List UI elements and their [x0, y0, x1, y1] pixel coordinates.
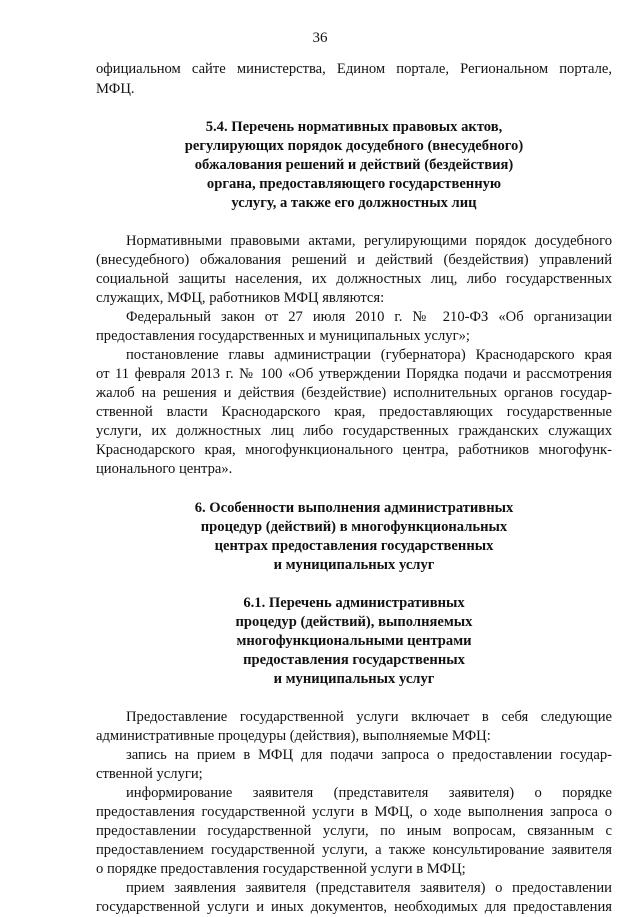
text-line: предоставления государственных и муниципальных услуг»; [96, 328, 470, 344]
section-heading-6: процедур (действий) в многофункциональных [200, 519, 508, 535]
section-heading-6: 6. Особенности выполнения административных [194, 500, 514, 516]
text-line: Предоставление государственной услуги включает в себя следующие [126, 709, 612, 725]
section-heading-5-4: органа, предоставляющего государственную [206, 176, 502, 192]
text-line: служащих, МФЦ, работников МФЦ являются: [96, 290, 385, 306]
text-line: ственной услуги; [96, 766, 203, 782]
text-line: Нормативными правовыми актами, регулирующими порядок досудебного [126, 233, 612, 249]
section-heading-5-4: обжалования решений и действий (бездействия) [194, 157, 514, 173]
text-line: социальной защиты населения, их должностных лиц, либо государственных [96, 271, 612, 287]
text-line: МФЦ. [96, 81, 135, 97]
text-line: информирование заявителя (представителя заявителя) о порядке [126, 785, 612, 801]
text-line: постановление главы администрации (губернатора) Краснодарского края [126, 347, 612, 363]
section-heading-6: и муниципальных услуг [273, 557, 435, 573]
text-line: ственной власти Краснодарского края, предоставляющих государственные [96, 404, 612, 420]
text-line: административные процедуры (действия), выполняемые МФЦ: [96, 728, 491, 744]
text-line: услуги, их должностных лиц либо государственных гражданских служащих [96, 423, 612, 439]
text-line: официальном сайте министерства, Едином портале, Региональном портале, [96, 61, 612, 77]
text-line: (внесудебного) обжалования решений и действий (бездействия) управлений [96, 252, 612, 268]
text-line: прием заявления заявителя (представителя заявителя) о предоставлении [126, 880, 612, 896]
text-line: предоставления государственной услуги в МФЦ, о ходе выполнения запроса о [96, 804, 612, 820]
text-line: предоставлением государственной услуги, а также консультирование заявителя [96, 842, 612, 858]
text-line: от 11 февраля 2013 г. № 100 «Об утверждении Порядка подачи и рассмотрения [96, 366, 612, 382]
section-heading-6-1: процедур (действий), выполняемых [235, 614, 473, 630]
text-line: Краснодарского края, многофункционального центра, работников многофунк- [96, 442, 612, 458]
text-line: запись на прием в МФЦ для подачи запроса о предоставлении государ- [126, 747, 612, 763]
section-heading-5-4: 5.4. Перечень нормативных правовых актов, [205, 119, 503, 135]
section-heading-6-1: предоставления государственных [243, 652, 465, 668]
text-line: ционального центра». [96, 461, 233, 477]
section-heading-5-4: регулирующих порядок досудебного (внесудебного) [184, 138, 524, 154]
text-line: государственной услуги и иных документов, необходимых для предоставления [96, 899, 612, 915]
text-line: предоставлении государственной услуги, по иным вопросам, связанным с [96, 823, 612, 839]
section-heading-6: центрах предоставления государственных [214, 538, 494, 554]
section-heading-6-1: 6.1. Перечень административных [243, 595, 465, 611]
text-line: жалоб на решения и действия (бездействие) исполнительных органов государ- [96, 385, 612, 401]
section-heading-6-1: и муниципальных услуг [273, 671, 435, 687]
text-line: Федеральный закон от 27 июля 2010 г. № 210-ФЗ «Об организации [126, 309, 612, 325]
text-line: о порядке предоставления государственной услуги в МФЦ; [96, 861, 466, 877]
section-heading-5-4: услугу, а также его должностных лиц [231, 195, 477, 211]
page-number: 36 [312, 30, 328, 46]
section-heading-6-1: многофункциональными центрами [236, 633, 472, 649]
